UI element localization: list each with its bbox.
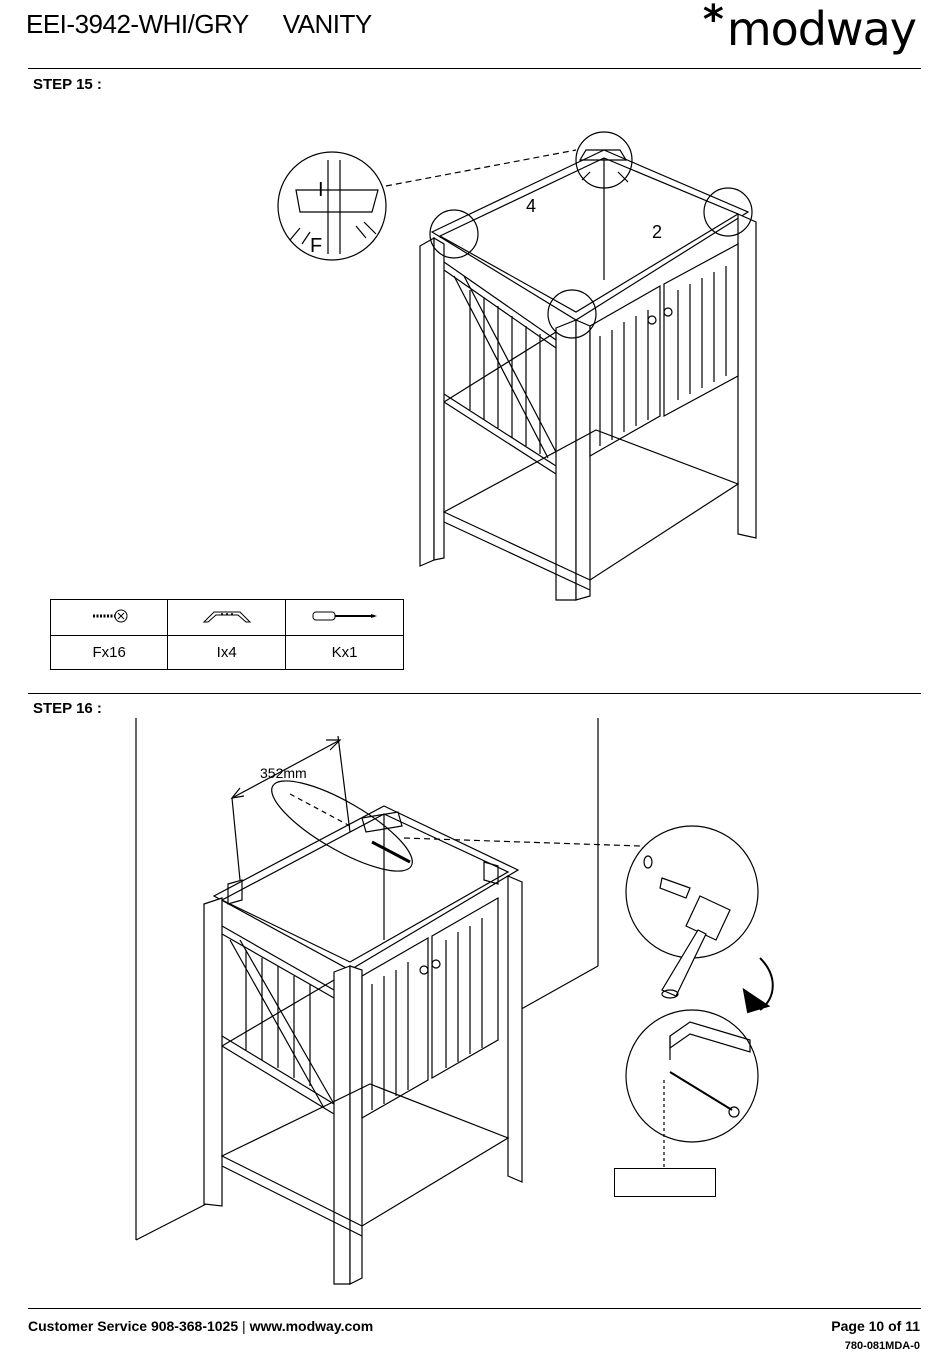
page-number: Page 10 of 11	[831, 1318, 920, 1334]
part-label-screw: Fx16	[51, 636, 168, 670]
footer-page-info	[831, 1318, 920, 1352]
step16-screw-callout	[626, 1010, 758, 1170]
parts-cell-screw	[51, 600, 168, 636]
callout-letter-f: F	[310, 235, 323, 257]
step16-cabinet-drawing	[204, 736, 640, 1284]
edge-number-4: 4	[526, 196, 537, 216]
footer-rule	[28, 1308, 921, 1309]
edge-number-2: 2	[652, 222, 663, 242]
part-label-screwdriver: Kx1	[285, 636, 403, 670]
step15-cabinet-drawing	[420, 132, 756, 600]
footer-contact	[28, 1318, 373, 1334]
dimension-label: 352mm	[260, 765, 307, 781]
customer-service: Customer Service 908-368-1025	[28, 1318, 239, 1334]
parts-table	[50, 599, 404, 670]
step16-mallet-callout	[626, 826, 758, 998]
callout-letter-i: I	[318, 179, 324, 201]
screwdriver-icon	[309, 606, 379, 626]
blank-label-box	[614, 1168, 716, 1197]
step16-rotate-arrow	[744, 958, 773, 1012]
website-link[interactable]: www.modway.com	[249, 1318, 374, 1334]
parts-cell-screwdriver	[285, 600, 403, 636]
step15-label: STEP 15 :	[33, 76, 102, 93]
footer-separator: |	[242, 1318, 246, 1334]
step16-label: STEP 16 :	[33, 700, 102, 717]
logo-text: modway	[726, 2, 916, 56]
parts-cell-bracket	[168, 600, 286, 636]
model-number: EEI-3942-WHI/GRY	[26, 9, 249, 39]
document-code: 780-081MDA-0	[844, 1340, 920, 1352]
part-label-bracket: Ix4	[168, 636, 286, 670]
bracket-icon	[200, 606, 254, 626]
product-name: VANITY	[282, 9, 372, 39]
logo-star-icon: *	[702, 0, 723, 43]
screw-icon	[89, 606, 129, 626]
step-divider	[28, 693, 921, 694]
